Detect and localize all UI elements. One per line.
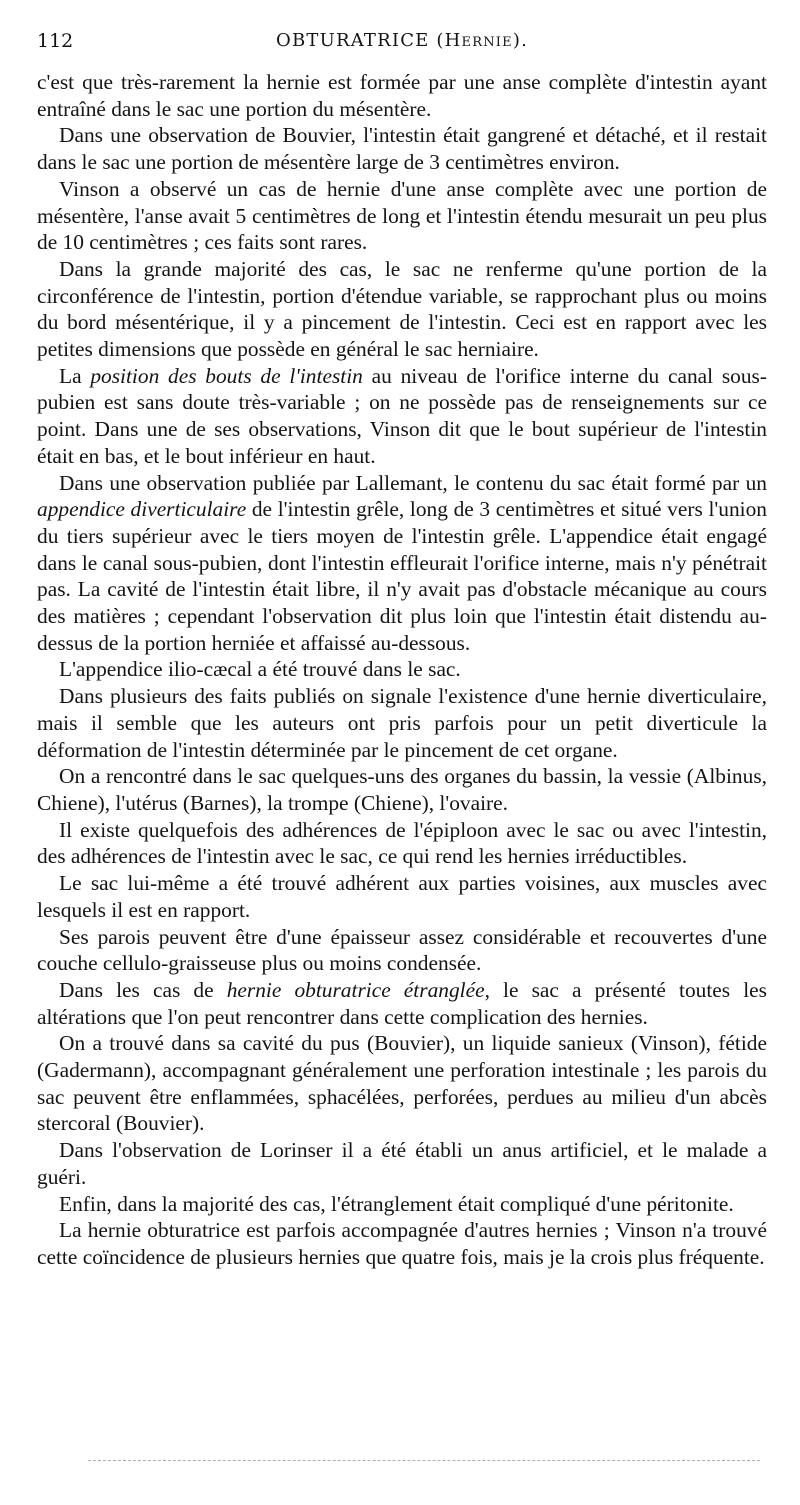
paragraph: Enfin, dans la majorité des cas, l'étranglement était compliqué d'une péritonite. bbox=[59, 1191, 734, 1216]
running-title bbox=[37, 30, 767, 51]
paragraph bbox=[37, 470, 767, 657]
paragraph: L'appendice ilio-cæcal a été trouvé dans le sac. bbox=[59, 657, 461, 682]
paragraph-text: Dans les cas de bbox=[59, 977, 227, 1002]
paragraph: Il existe quelquefois des adhérences de l'épiploon avec le sac ou avec l'intestin, des adhérences de l'intestin avec le sac, ce qui rend les hernies irréductibles. bbox=[37, 817, 767, 869]
paragraph: On a trouvé dans sa cavité du pus (Bouvier), un liquide sanieux (Vinson), fétide (Gadermann), accompagnant généralement une perforation intestinale ; les parois du sac peuvent être enflammées, sphacélées, perforées, perdues au milieu d'un abcès stercoral (Bouvier). bbox=[37, 1031, 767, 1136]
paragraph-text: , le sac a présenté toutes les altérations que l'on peut rencontrer dans cette complication des hernies. bbox=[37, 977, 767, 1029]
paragraph bbox=[37, 363, 767, 470]
italic-phrase: appendice diverticulaire bbox=[37, 497, 247, 522]
running-title-main: OBTURATRICE ( bbox=[276, 30, 445, 51]
paragraph: Dans une observation de Bouvier, l'intestin était gangrené et détaché, et il restait dans le sac une portion de mésentère large de 3 centimètres environ. bbox=[37, 123, 767, 175]
paragraph-text: La bbox=[59, 363, 91, 388]
paragraph: Dans l'observation de Lorinser il a été établi un anus artificiel, et le malade a guéri. bbox=[37, 1138, 767, 1189]
paragraph: Vinson a observé un cas de hernie d'une anse complète avec une portion de mésentère, l'anse avait 5 centimètres de long et l'intestin étendu mesurait un peu plus de 10 centimètres ; ces faits sont rares. bbox=[37, 176, 767, 255]
running-header bbox=[37, 22, 767, 62]
paragraph: Dans la grande majorité des cas, le sac ne renferme qu'une portion de la circonférence de l'intestin, portion d'étendue variable, se rapprochant plus ou moins du bord mésentérique, il y a pincement de l'intestin. Ceci est en rapport avec les petites dimensions que possède en général le sac herniaire. bbox=[37, 256, 767, 362]
paragraph bbox=[37, 977, 767, 1030]
italic-phrase: position des bouts de l'intestin bbox=[90, 363, 363, 388]
italic-phrase: hernie obturatrice étranglée bbox=[226, 977, 485, 1002]
running-title-smallcaps: Hernie bbox=[444, 30, 513, 51]
paragraph: Le sac lui-même a été trouvé adhérent aux parties voisines, aux muscles avec lesquels il est en rapport. bbox=[37, 871, 767, 922]
book-page bbox=[37, 22, 767, 1271]
paragraph-text: au niveau de l'orifice interne du canal sous-pubien est sans doute très-variable ; on ne possède pas de renseignements sur ce point. Dans une de ses observations, Vinson dit que le bout supérieur de l'intestin était en bas, et le bout inférieur en haut. bbox=[37, 363, 767, 468]
paragraph: La hernie obturatrice est parfois accompagnée d'autres hernies ; Vinson n'a trouvé cette coïncidence de plusieurs hernies que quatre fois, mais je la crois plus fréquente. bbox=[37, 1218, 767, 1269]
footer-rule bbox=[88, 1460, 760, 1461]
paragraph-text: Dans une observation publiée par Lallemant, le contenu du sac était formé par un bbox=[59, 470, 767, 495]
paragraph: On a rencontré dans le sac quelques-uns des organes du bassin, la vessie (Albinus, Chiene), l'utérus (Barnes), la trompe (Chiene), l'ovaire. bbox=[37, 764, 767, 815]
page-number: 112 bbox=[37, 30, 74, 52]
paragraph: Dans plusieurs des faits publiés on signale l'existence d'une hernie diverticulaire, mais il semble que les auteurs ont pris parfois pour un petit diverticule la déformation de l'intestin déterminée par le pincement de cet organe. bbox=[37, 684, 767, 762]
paragraph: Ses parois peuvent être d'une épaisseur assez considérable et recouvertes d'une couche cellulo-graisseuse plus ou moins condensée. bbox=[37, 924, 767, 976]
body-text bbox=[37, 69, 767, 1271]
paragraph-text: de l'intestin grêle, long de 3 centimètres et situé vers l'union du tiers supérieur avec le tiers moyen de l'intestin grêle. L'appendice était engagé dans le canal sous-pubien, dont l'intestin effleurait l'orifice interne, mais n'y pénétrait pas. La cavité de l'intestin était libre, il n'y avait pas d'obstacle mécanique au cours des matières ; cependant l'observation dit plus loin que l'intestin était distendu au-dessus de la portion herniée et affaissé au-dessous. bbox=[37, 497, 767, 655]
running-title-end: ). bbox=[512, 30, 528, 51]
paragraph: c'est que très-rarement la hernie est formée par une anse complète d'intestin ayant entraîné dans le sac une portion du mésentère. bbox=[37, 70, 767, 121]
